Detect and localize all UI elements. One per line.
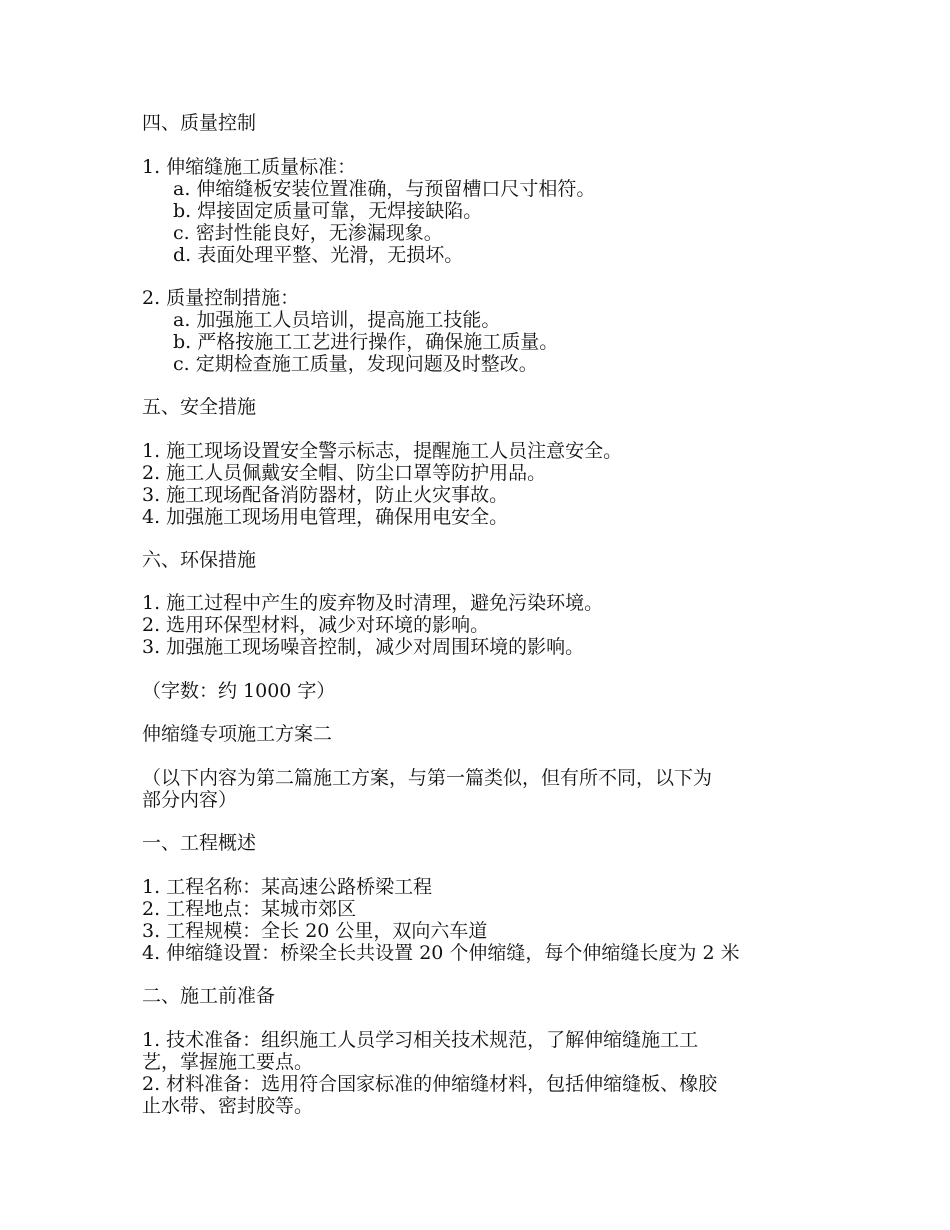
section-heading-preparation: 二、施工前准备 bbox=[142, 985, 276, 1007]
list-item: 1. 伸缩缝施工质量标准： bbox=[142, 156, 357, 178]
list-item: 3. 施工现场配备消防器材，防止火灾事故。 bbox=[142, 484, 509, 506]
list-item: 2. 工程地点：某城市郊区 bbox=[142, 898, 357, 920]
plan-note: 部分内容） bbox=[142, 789, 238, 811]
plan-title: 伸缩缝专项施工方案二 bbox=[142, 723, 333, 745]
sub-list-item: c. 密封性能良好，无渗漏现象。 bbox=[173, 222, 443, 244]
list-item: 3. 加强施工现场噪音控制，减少对周围环境的影响。 bbox=[142, 636, 585, 658]
list-item: 1. 施工过程中产生的废弃物及时清理，避免污染环境。 bbox=[142, 592, 604, 614]
sub-list-item: c. 定期检查施工质量，发现问题及时整改。 bbox=[173, 353, 538, 375]
list-item: 1. 工程名称：某高速公路桥梁工程 bbox=[142, 876, 433, 898]
sub-list-item: a. 加强施工人员培训，提高施工技能。 bbox=[173, 309, 501, 331]
sub-list-item: d. 表面处理平整、光滑，无损坏。 bbox=[173, 244, 464, 266]
list-item: 2. 材料准备：选用符合国家标准的伸缩缝材料，包括伸缩缝板、橡胶 bbox=[142, 1073, 718, 1095]
word-count-note: （字数：约 1000 字） bbox=[142, 680, 336, 702]
section-heading-safety: 五、安全措施 bbox=[142, 396, 257, 418]
section-heading-quality-control: 四、质量控制 bbox=[142, 112, 257, 134]
list-item: 2. 质量控制措施： bbox=[142, 287, 300, 309]
section-heading-environmental: 六、环保措施 bbox=[142, 549, 257, 571]
plan-note: （以下内容为第二篇施工方案，与第一篇类似，但有所不同，以下为 bbox=[142, 767, 713, 789]
sub-list-item: b. 焊接固定质量可靠，无焊接缺陷。 bbox=[173, 200, 483, 222]
list-item: 止水带、密封胶等。 bbox=[142, 1095, 314, 1117]
list-item: 4. 加强施工现场用电管理，确保用电安全。 bbox=[142, 506, 509, 528]
list-item: 1. 施工现场设置安全警示标志，提醒施工人员注意安全。 bbox=[142, 440, 623, 462]
list-item: 2. 选用环保型材料，减少对环境的影响。 bbox=[142, 614, 490, 636]
section-heading-project-overview: 一、工程概述 bbox=[142, 832, 257, 854]
list-item: 1. 技术准备：组织施工人员学习相关技术规范，了解伸缩缝施工工 bbox=[142, 1029, 699, 1051]
sub-list-item: a. 伸缩缝板安装位置准确，与预留槽口尺寸相符。 bbox=[173, 178, 596, 200]
sub-list-item: b. 严格按施工工艺进行操作，确保施工质量。 bbox=[173, 331, 559, 353]
list-item: 艺，掌握施工要点。 bbox=[142, 1051, 314, 1073]
list-item: 3. 工程规模：全长 20 公里，双向六车道 bbox=[142, 920, 488, 942]
list-item: 4. 伸缩缝设置：桥梁全长共设置 20 个伸缩缝，每个伸缩缝长度为 2 米 bbox=[142, 942, 740, 964]
list-item: 2. 施工人员佩戴安全帽、防尘口罩等防护用品。 bbox=[142, 462, 547, 484]
